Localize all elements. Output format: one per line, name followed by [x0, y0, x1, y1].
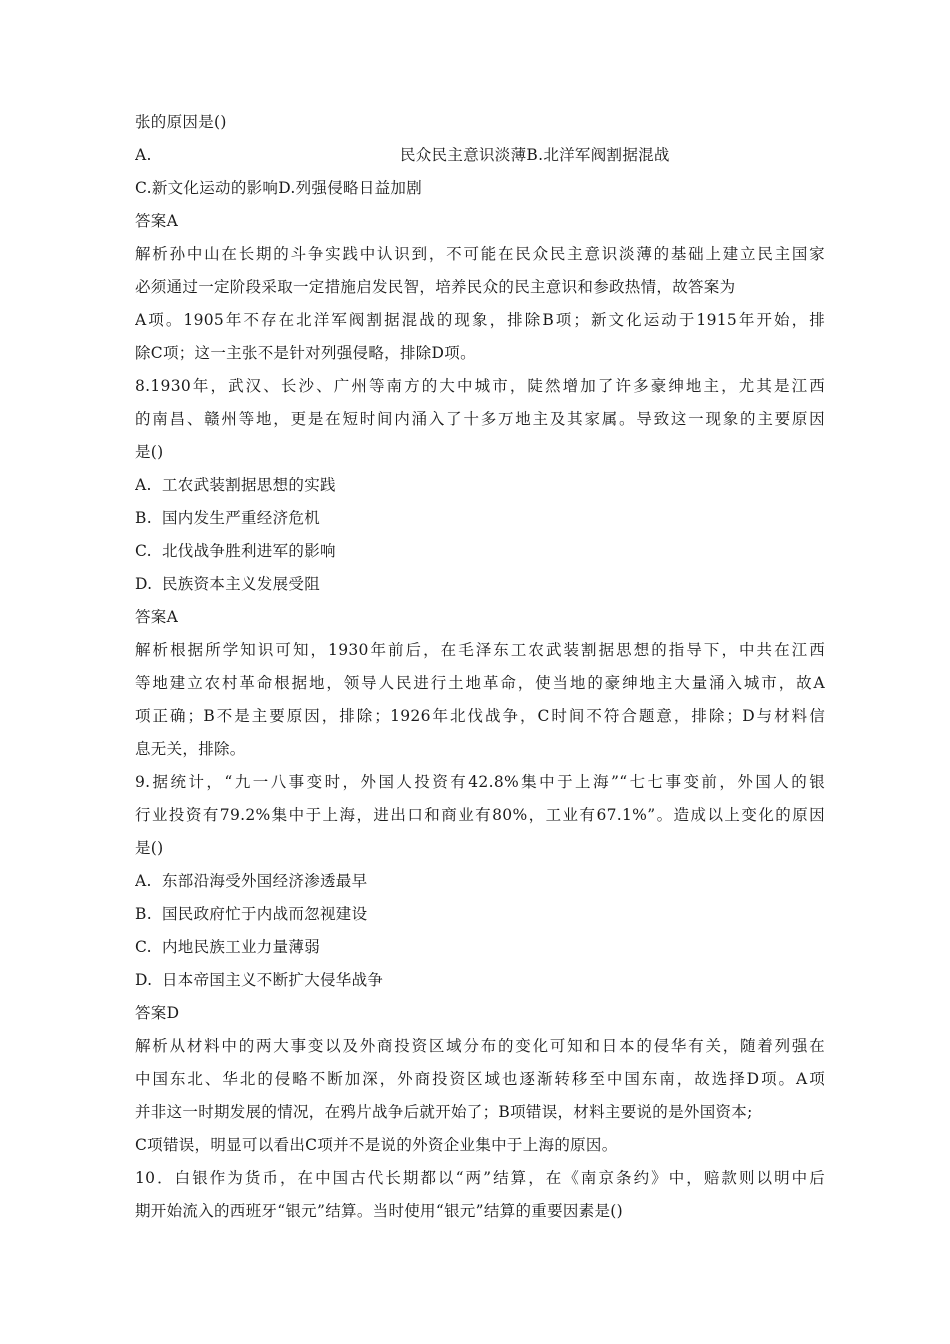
q9-option-c: [135, 935, 825, 959]
q9-option-d: [135, 968, 825, 992]
option-label: C.: [135, 938, 152, 956]
q7-analysis-line: 除C项；这一主张不是针对列强侵略，排除D项。: [135, 344, 476, 362]
option-text: 民族资本主义发展受阻: [162, 575, 321, 593]
q8-analysis-line: 解析根据所学知识可知，1930年前后，在毛泽东工农武装割据思想的指导下，中共在江西: [135, 641, 825, 659]
q9-stem-line: 9.据统计，“九一八事变时，外国人投资有42.8%集中于上海”“七七事变前，外国人的银: [135, 773, 825, 791]
q8-analysis-line: 息无关，排除。: [135, 740, 246, 758]
option-label: B.: [135, 509, 152, 527]
q8-stem-line: 的南昌、赣州等地，更是在短时间内涌入了十多万地主及其家属。导致这一现象的主要原因: [135, 410, 825, 428]
q8-analysis-line: 项正确；B不是主要原因，排除；1926年北伐战争，C时间不符合题意，排除；D与材料信: [135, 707, 825, 725]
option-text: 北伐战争胜利进军的影响: [162, 542, 336, 560]
q9-stem-line: 是(): [135, 839, 164, 857]
option-text: 东部沿海受外国经济渗透最早: [162, 872, 368, 890]
option-label: B.: [135, 905, 152, 923]
q9-option-b: [135, 902, 825, 926]
q7-options-ab: [135, 143, 825, 167]
q8-option-c: [135, 539, 825, 563]
q9-option-a: [135, 869, 825, 893]
q7-analysis-line: A项。1905年不存在北洋军阀割据混战的现象，排除B项；新文化运动于1915年开始，排: [135, 311, 825, 329]
q9-analysis-line: 中国东北、华北的侵略不断加深，外商投资区域也逐渐转移至中国东南，故选择D项。A项: [135, 1070, 825, 1088]
q8-stem-line: 是(): [135, 443, 164, 461]
option-text: 国民政府忙于内战而忽视建设: [162, 905, 368, 923]
q9-analysis-line: 并非这一时期发展的情况，在鸦片战争后就开始了；B项错误，材料主要说的是外国资本;: [135, 1103, 753, 1121]
option-label: D.: [135, 575, 153, 593]
q8-stem-line: 8.1930年，武汉、长沙、广州等南方的大中城市，陡然增加了许多豪绅地主，尤其是江西: [135, 377, 825, 395]
q8-option-b: [135, 506, 825, 530]
option-text: 日本帝国主义不断扩大侵华战争: [162, 971, 384, 989]
q7-option-a-text: 民众民主意识淡薄B.北洋军阀割据混战: [400, 146, 670, 164]
option-label: A.: [135, 872, 152, 890]
q7-option-a-label: A.: [135, 146, 152, 164]
option-text: 国内发生严重经济危机: [162, 509, 321, 527]
q9-answer: 答案D: [135, 1004, 180, 1022]
q8-option-a: [135, 473, 825, 497]
option-label: D.: [135, 971, 153, 989]
q7-analysis-line: 必须通过一定阶段采取一定措施启发民智，培养民众的民主意识和参政热情，故答案为: [135, 278, 736, 296]
option-label: A.: [135, 476, 152, 494]
q8-analysis-line: 等地建立农村革命根据地，领导人民进行土地革命，使当地的豪绅地主大量涌入城市，故A: [135, 674, 825, 692]
q9-analysis-line: C项错误，明显可以看出C项并不是说的外资企业集中于上海的原因。: [135, 1136, 618, 1154]
q8-option-d: [135, 572, 825, 596]
q7-analysis-line: 解析孙中山在长期的斗争实践中认识到，不可能在民众民主意识淡薄的基础上建立民主国家: [135, 245, 825, 263]
q8-answer: 答案A: [135, 608, 179, 626]
q7-answer: 答案A: [135, 212, 179, 230]
q7-options-cd: C.新文化运动的影响D.列强侵略日益加剧: [135, 179, 423, 197]
option-label: C.: [135, 542, 152, 560]
q9-stem-line: 行业投资有79.2%集中于上海，进出口和商业有80%，工业有67.1%”。造成以上变化的原因: [135, 806, 825, 824]
option-text: 内地民族工业力量薄弱: [162, 938, 321, 956]
q10-stem-line: 期开始流入的西班牙“银元”结算。当时使用“银元”结算的重要因素是(): [135, 1202, 623, 1220]
q7-stem-end: 张的原因是(): [135, 113, 227, 131]
q10-stem-line: 10．白银作为货币，在中国古代长期都以“两”结算，在《南京条约》中，赔款则以明中后: [135, 1169, 825, 1187]
option-text: 工农武装割据思想的实践: [162, 476, 336, 494]
q9-analysis-line: 解析从材料中的两大事变以及外商投资区域分布的变化可知和日本的侵华有关，随着列强在: [135, 1037, 825, 1055]
